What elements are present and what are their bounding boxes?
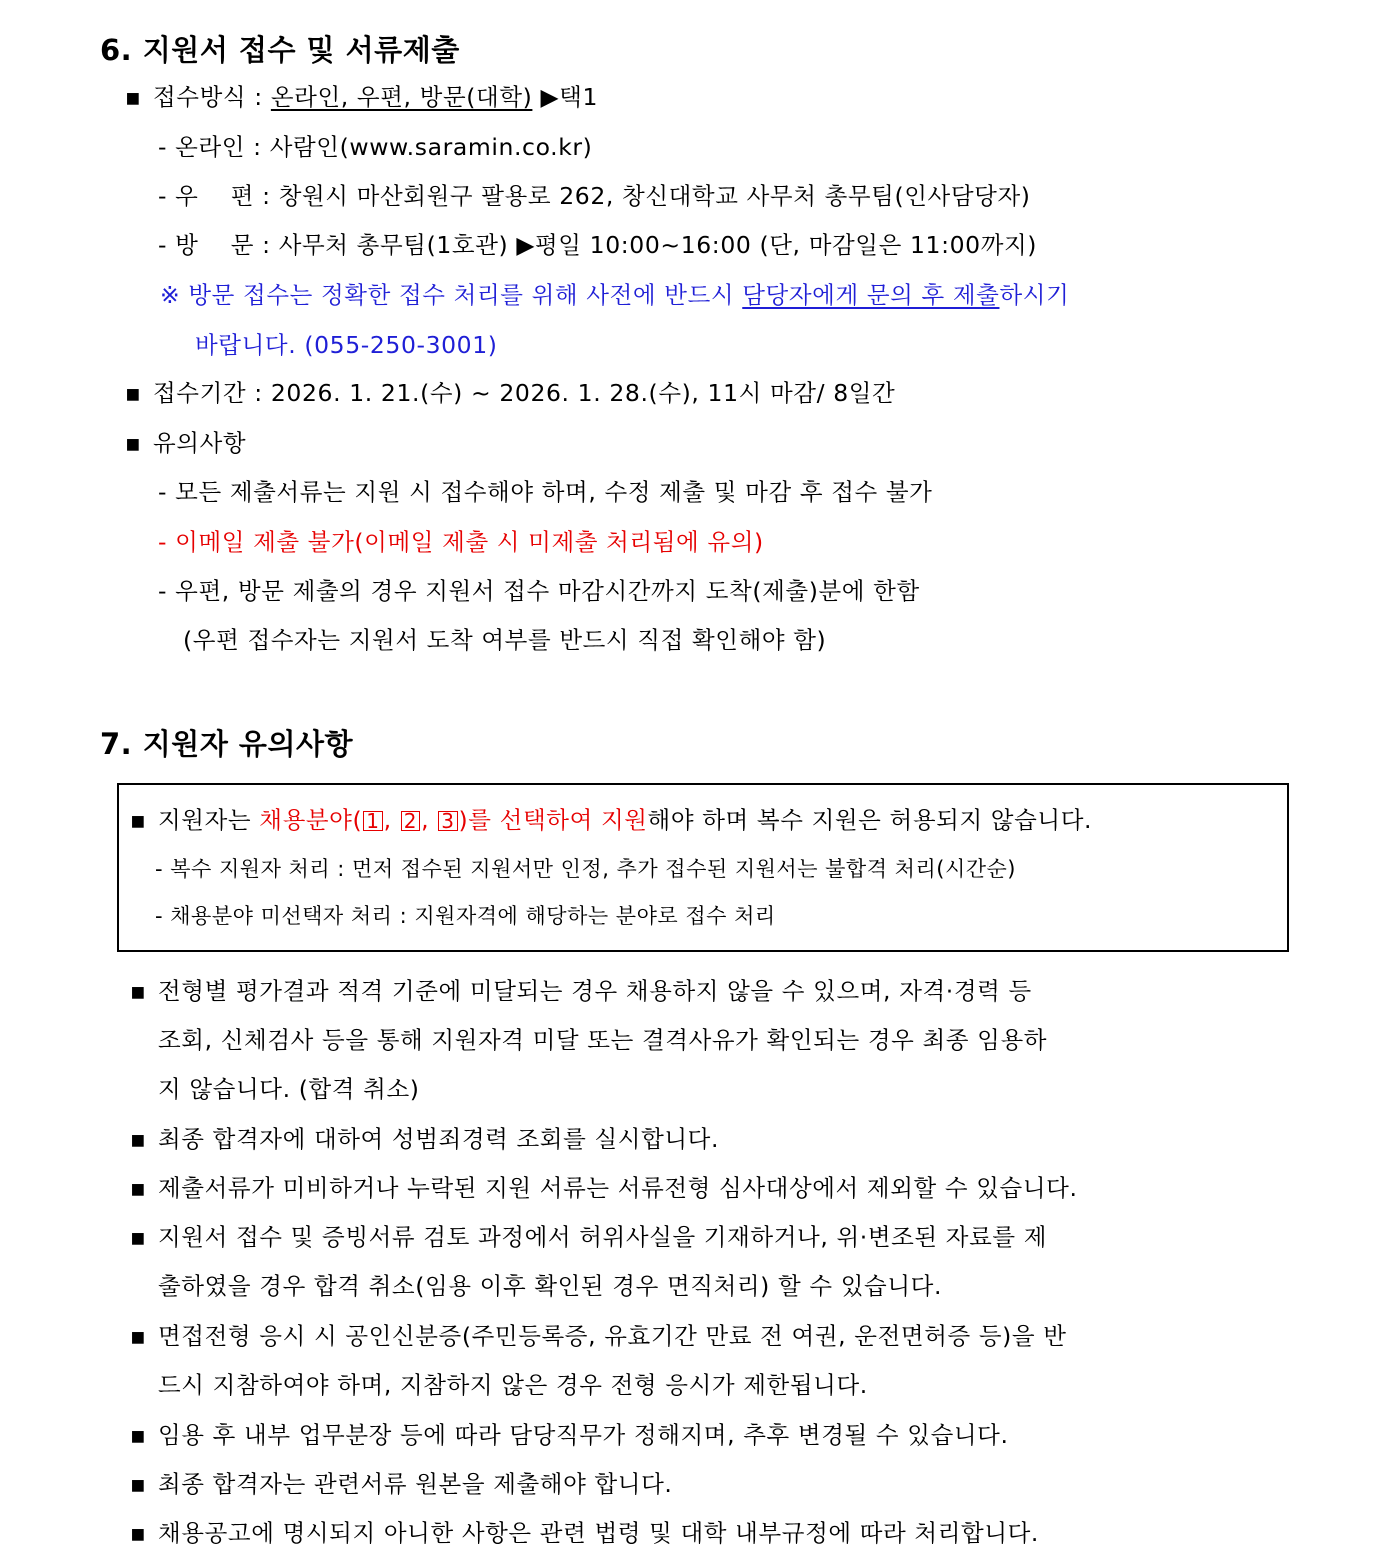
online-line: - 온라인 : 사람인(www.saramin.co.kr)	[158, 133, 593, 161]
visit-line	[158, 231, 1038, 259]
bullet: ▪	[130, 1174, 147, 1202]
post-line	[158, 182, 1031, 210]
item-8	[130, 1519, 1040, 1547]
item-4-line-1	[130, 1223, 1048, 1251]
box-sep-2: ,	[421, 806, 438, 834]
visit-note-end: 하시기	[999, 281, 1070, 309]
item-8-text: 채용공고에 명시되지 아니한 사항은 관련 법령 및 대학 내부규정에 따라 처리합니다.	[158, 1519, 1040, 1547]
box-sub-2: - 채용분야 미선택자 처리 : 지원자격에 해당하는 분야로 접수 처리	[155, 904, 776, 928]
box-sep-1: ,	[383, 806, 400, 834]
receipt-period-text: 접수기간 : 2026. 1. 21.(수) ~ 2026. 1. 28.(수), 11시 마감/ 8일간	[153, 379, 896, 407]
item-3	[130, 1174, 1078, 1202]
bullet: ▪	[130, 806, 147, 834]
bullet: ▪	[125, 429, 142, 457]
caution-1: - 모든 제출서류는 지원 시 접수해야 하며, 수정 제출 및 마감 후 접수 불가	[158, 478, 933, 506]
item-5-line-1	[130, 1322, 1067, 1350]
bullet: ▪	[130, 1322, 147, 1350]
item-7	[130, 1470, 673, 1498]
receipt-method-suffix: ▶택1	[532, 83, 599, 111]
receipt-method-label: 접수방식 :	[153, 83, 271, 111]
post-label: - 우 편 :	[158, 182, 279, 210]
receipt-period	[125, 379, 896, 407]
post-value: 창원시 마산회원구 팔용로 262, 창신대학교 사무처 총무팀(인사담당자)	[278, 182, 1031, 210]
bullet: ▪	[130, 1223, 147, 1251]
caution-title	[125, 429, 247, 457]
bullet: ▪	[130, 1519, 147, 1547]
visit-note-line2: 바랍니다. (055-250-3001)	[195, 331, 498, 359]
caution-title-text: 유의사항	[153, 429, 247, 457]
caution-3-sub: (우편 접수자는 지원서 도착 여부를 반드시 직접 확인해야 함)	[183, 626, 827, 654]
bullet: ▪	[125, 83, 142, 111]
item-4-line-2: 출하였을 경우 합격 취소(임용 이후 확인된 경우 면직처리) 할 수 있습니다.	[158, 1272, 943, 1300]
item-6-text: 임용 후 내부 업무분장 등에 따라 담당직무가 정해지며, 추후 변경될 수 있습니다.	[158, 1421, 1009, 1449]
item-3-text: 제출서류가 미비하거나 누락된 지원 서류는 서류전형 심사대상에서 제외할 수 있습니다.	[158, 1174, 1078, 1202]
item-1-text-1: 전형별 평가결과 적격 기준에 미달되는 경우 채용하지 않을 수 있으며, 자격·경력 등	[158, 977, 1032, 1005]
bullet: ▪	[125, 379, 142, 407]
field-number-2: 2	[401, 811, 420, 831]
item-1-line-2: 조회, 신체검사 등을 통해 지원자격 미달 또는 결격사유가 확인되는 경우 최종 임용하	[158, 1026, 1048, 1054]
item-7-text: 최종 합격자는 관련서류 원본을 제출해야 합니다.	[158, 1470, 673, 1498]
field-number-1: 1	[363, 811, 382, 831]
visit-label: - 방 문 :	[158, 231, 279, 259]
box-main-line	[130, 806, 1093, 834]
item-6	[130, 1421, 1009, 1449]
item-1-line-1	[130, 977, 1032, 1005]
bullet: ▪	[130, 1470, 147, 1498]
item-2-text: 최종 합격자에 대하여 성범죄경력 조회를 실시합니다.	[158, 1125, 720, 1153]
visit-note	[160, 281, 1070, 309]
box-text-a: 지원자는	[158, 806, 260, 834]
section-6-heading: 6. 지원서 접수 및 서류제출	[100, 33, 460, 67]
box-text-b: 해야 하며 복수 지원은 허용되지 않습니다.	[647, 806, 1093, 834]
item-1-line-3: 지 않습니다. (합격 취소)	[158, 1075, 420, 1103]
bullet: ▪	[130, 977, 147, 1005]
field-number-3: 3	[438, 811, 457, 831]
receipt-method-value: 온라인, 우편, 방문(대학)	[270, 83, 533, 111]
item-2	[130, 1125, 720, 1153]
box-red-b: )를 선택하여 지원	[458, 806, 648, 834]
caution-2: - 이메일 제출 불가(이메일 제출 시 미제출 처리됨에 유의)	[158, 528, 764, 556]
caution-3: - 우편, 방문 제출의 경우 지원서 접수 마감시간까지 도착(제출)분에 한함	[158, 577, 920, 605]
visit-value: 사무처 총무팀(1호관) ▶평일 10:00~16:00 (단, 마감일은 11:00까지)	[278, 231, 1038, 259]
bullet: ▪	[130, 1125, 147, 1153]
bullet: ▪	[130, 1421, 147, 1449]
receipt-method	[125, 83, 599, 111]
item-5-line-2: 드시 지참하여야 하며, 지참하지 않은 경우 전형 응시가 제한됩니다.	[158, 1371, 868, 1399]
visit-note-underlined: 담당자에게 문의 후 제출	[742, 281, 1000, 309]
section-7-heading: 7. 지원자 유의사항	[100, 727, 353, 761]
box-red-a: 채용분야(	[259, 806, 363, 834]
visit-note-text: ※ 방문 접수는 정확한 접수 처리를 위해 사전에 반드시	[160, 281, 743, 309]
item-4-text-1: 지원서 접수 및 증빙서류 검토 과정에서 허위사실을 기재하거나, 위·변조된 자료를 제	[158, 1223, 1048, 1251]
box-sub-1: - 복수 지원자 처리 : 먼저 접수된 지원서만 인정, 추가 접수된 지원서는 불합격 처리(시간순)	[155, 857, 1016, 881]
item-5-text-1: 면접전형 응시 시 공인신분증(주민등록증, 유효기간 만료 전 여권, 운전면허증 등)을 반	[158, 1322, 1067, 1350]
